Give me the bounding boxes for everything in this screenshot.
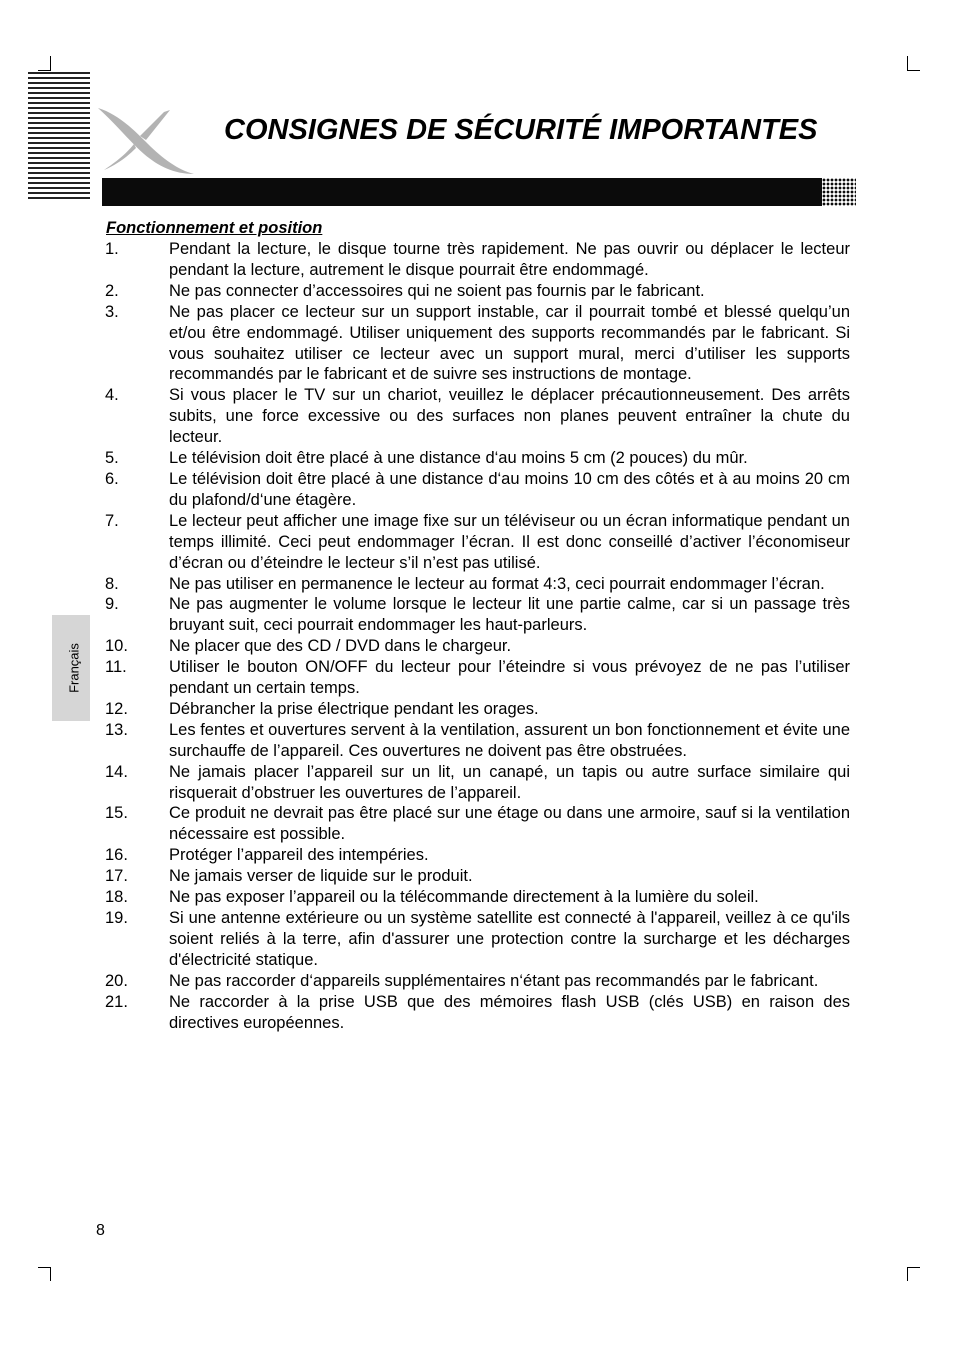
list-item-text: Si une antenne extérieure ou un système satellite est connecté à l'appareil, veillez à ce qu'ils soient reliés à la terre, afin d'assurer une protection contre la surcharge et les décharges d'électricité statique. xyxy=(169,909,850,969)
list-item xyxy=(105,636,850,657)
list-item-text: Ne placer que des CD / DVD dans le chargeur. xyxy=(169,637,512,656)
list-item-text: Pendant la lecture, le disque tourne très rapidement. Ne pas ouvrir ou déplacer le lecteur pendant la lecture, autrement le disque pourrait être endommagé. xyxy=(169,240,850,279)
crop-mark-top-right xyxy=(907,56,908,70)
list-item-number: 17. xyxy=(105,867,128,886)
list-item xyxy=(105,657,850,699)
list-item-number: 12. xyxy=(105,699,128,718)
list-item-text: Les fentes et ouvertures servent à la ventilation, assurent un bon fonctionnement et évite une surchauffe de l’appareil. Ces ouvertures ne doivent pas être obstruées. xyxy=(169,720,850,760)
list-item xyxy=(105,239,850,281)
language-tab-label: Français xyxy=(66,643,82,693)
crop-mark-top-left xyxy=(38,70,51,71)
list-item-text: Ce produit ne devrait pas être placé sur une étage ou dans une armoire, sauf si la ventilation nécessaire est possible. xyxy=(169,804,850,844)
list-item xyxy=(105,908,850,971)
list-item-number: 13. xyxy=(105,720,128,739)
list-item xyxy=(105,448,850,469)
crop-mark-bottom-right xyxy=(907,1267,908,1281)
list-item-text: Ne pas connecter d’accessoires qui ne soient pas fournis par le fabricant. xyxy=(169,281,705,300)
list-item xyxy=(105,469,850,511)
list-item-text: Ne pas augmenter le volume lorsque le lecteur lit une partie calme, car si un passage très bruyant suit, ceci pourrait endommager les haut-parleurs. xyxy=(169,595,850,635)
list-item xyxy=(105,720,850,762)
list-item-number: 10. xyxy=(105,637,128,656)
crop-mark-top-left xyxy=(50,56,51,70)
list-item-number: 20. xyxy=(105,971,128,990)
list-item xyxy=(105,971,850,992)
page-title: CONSIGNES DE SÉCURITÉ IMPORTANTES xyxy=(224,114,818,146)
list-item-number: 4. xyxy=(105,386,119,405)
list-item xyxy=(105,803,850,845)
list-item xyxy=(105,845,850,866)
list-item xyxy=(105,302,850,386)
list-item-number: 19. xyxy=(105,909,128,927)
list-item-number: 7. xyxy=(105,511,119,530)
list-item-number: 15. xyxy=(105,804,128,823)
list-item xyxy=(105,594,850,636)
crop-mark-bottom-right xyxy=(907,1267,920,1268)
list-item-text: Le télévision doit être placé à une distance d‘au moins 5 cm (2 pouces) du mûr. xyxy=(169,449,748,468)
list-item-text: Ne pas utiliser en permanence le lecteur au format 4:3, ceci pourrait endommager l’écran. xyxy=(169,574,825,593)
list-item xyxy=(105,385,850,448)
list-item-number: 16. xyxy=(105,846,128,865)
safety-rules-list xyxy=(105,239,850,1033)
list-item-text: Ne jamais placer l’appareil sur un lit, un canapé, un tapis ou autre surface similaire qui risquerait d’obstruer les ouvertures de l’appareil. xyxy=(169,762,850,802)
list-item-text: Le lecteur peut afficher une image fixe sur un téléviseur ou un écran informatique pendant un temps illimité. Ceci peut endommager l’écran. Il est donc conseillé d’activer l’économiseur d’écran ou d’éteindre le lecteur s’il n’est pas utilisé. xyxy=(169,511,850,572)
list-item-number: 3. xyxy=(105,302,119,321)
list-item-text: Ne jamais verser de liquide sur le produit. xyxy=(169,867,473,886)
list-item-text: Ne pas raccorder d‘appareils supplémentaires n‘étant pas recommandés par le fabricant. xyxy=(169,971,819,990)
list-item xyxy=(105,866,850,887)
crop-mark-top-right xyxy=(907,70,920,71)
list-item-text: Débrancher la prise électrique pendant les orages. xyxy=(169,699,539,718)
list-item xyxy=(105,574,850,595)
list-item-number: 18. xyxy=(105,888,128,907)
list-item-text: Le télévision doit être placé à une distance d‘au moins 10 cm des côtés et à au moins 20 cm du plafond/d‘une étagère. xyxy=(169,469,850,509)
list-item-text: Ne pas exposer l’appareil ou la télécommande directement à la lumière du soleil. xyxy=(169,888,759,907)
list-item-number: 21. xyxy=(105,992,128,1011)
list-item-text: Ne pas placer ce lecteur sur un support instable, car il pourrait tombé et blessé quelqu’un et/ou être endommagé. Utiliser uniquement des supports recommandés par le fabricant. Si vous souhaitez utiliser ce lecteur avec un support mural, merci d’utiliser les supports recommandés par le fabricant et de suivre ses instructions de montage. xyxy=(169,302,850,384)
page-number: 8 xyxy=(96,1222,105,1239)
list-item xyxy=(105,699,850,720)
header-stripes-decoration xyxy=(28,72,90,199)
title-bar xyxy=(102,178,822,206)
list-item-number: 2. xyxy=(105,281,119,300)
list-item-text: Ne raccorder à la prise USB que des mémoires flash USB (clés USB) en raison des directives européennes. xyxy=(169,992,850,1032)
list-item-text: Si vous placer le TV sur un chariot, veuillez le déplacer précautionneusement. Des arrêts subits, une force excessive ou des surfaces non planes peuvent entraîner la chute du lecteur. xyxy=(169,386,850,447)
list-item-number: 5. xyxy=(105,449,119,468)
list-item xyxy=(105,281,850,302)
list-item xyxy=(105,511,850,574)
list-item-number: 6. xyxy=(105,469,119,488)
section-heading: Fonctionnement et position xyxy=(106,219,323,237)
crop-mark-bottom-left xyxy=(50,1267,51,1281)
title-bar-dot-fade xyxy=(818,178,856,206)
list-item-text: Protéger l’appareil des intempéries. xyxy=(169,846,429,865)
list-item xyxy=(105,887,850,908)
list-item xyxy=(105,992,850,1034)
list-item-number: 11. xyxy=(105,658,127,677)
list-item-number: 9. xyxy=(105,595,119,614)
list-item xyxy=(105,762,850,804)
list-item-text: Utiliser le bouton ON/OFF du lecteur pour l’éteindre si vous prévoyez de ne pas l’utiliser pendant un certain temps. xyxy=(169,658,850,698)
list-item-number: 8. xyxy=(105,574,119,593)
brand-x-logo-icon xyxy=(96,104,196,176)
list-item-number: 1. xyxy=(105,240,119,258)
list-item-number: 14. xyxy=(105,762,128,781)
